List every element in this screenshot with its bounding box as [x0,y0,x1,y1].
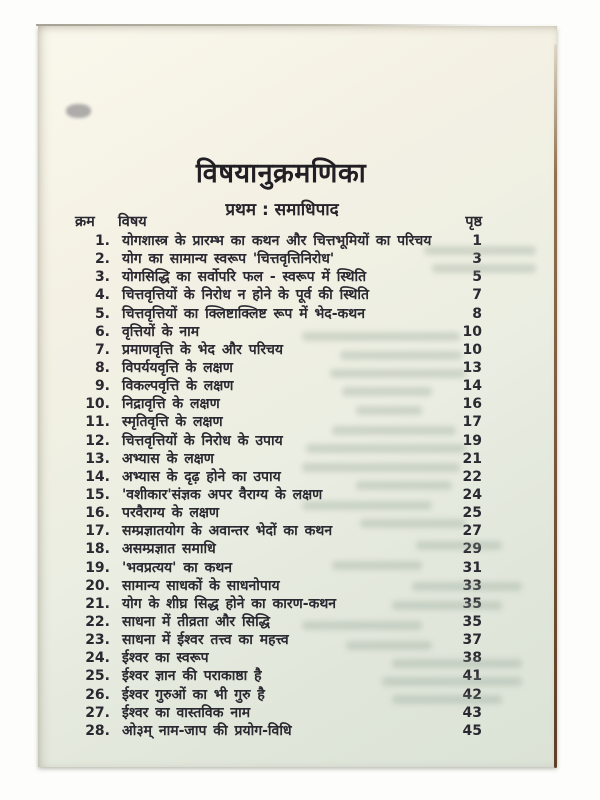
toc-row-number: 19. [85,559,110,576]
toc-row-title: असम्प्रज्ञात समाधि [122,541,216,558]
toc-row [38,286,482,304]
toc-row-title: ईश्वर ज्ञान की पराकाष्ठा है [122,668,262,685]
toc-row-number: 9. [94,378,110,395]
toc-row-number: 22. [85,613,110,630]
toc-row-page: 33 [462,577,482,594]
toc-row-page: 13 [462,359,482,376]
toc-row [38,250,482,268]
toc-row-title: विपर्ययवृत्ति के लक्षण [122,359,233,376]
toc-row-title: योगशास्त्र के प्रारम्भ का कथन और चित्तभूमियों का परिचय [122,233,432,249]
toc-row-title: अभ्यास के दृढ़ होने का उपाय [122,468,281,485]
toc-row-title: चित्तवृत्तियों के निरोध न होने के पूर्व की स्थिति [122,287,369,304]
toc-row-number: 8. [94,359,110,376]
column-header-serial: क्रम [75,214,95,230]
toc-row-number: 27. [85,704,110,721]
toc-row-number: 3. [94,269,110,286]
toc-row-number: 26. [85,686,110,703]
toc-row [38,722,482,740]
toc-row-page: 42 [462,686,482,703]
toc-row-title: 'भवप्रत्यय' का कथन [122,559,233,576]
bleed-through-mark [356,406,422,415]
toc-row-number: 5. [94,305,110,322]
toc-row-number: 13. [85,450,110,467]
toc-row-title: ओ३म् नाम-जाप की प्रयोग-विधि [122,722,292,739]
toc-row-page: 41 [462,668,482,685]
toc-row-title: योग के शीघ्र सिद्ध होने का कारण-कथन [122,595,337,612]
toc-row-page: 19 [462,432,482,449]
bleed-through-mark [432,264,536,273]
bleed-through-mark [342,387,432,396]
toc-row-page: 7 [472,287,482,304]
toc-row-page: 10 [462,341,482,358]
toc-row-page: 10 [462,323,482,340]
toc-row-title: ईश्वर गुरुओं का भी गुरु है [122,686,265,703]
toc-row-number: 20. [85,577,110,594]
bleed-through-mark [424,246,536,255]
toc-row [38,305,482,323]
toc-row-page: 38 [462,650,482,667]
toc-row-number: 1. [94,233,110,249]
toc-row-page: 22 [462,468,482,485]
toc-row-page: 17 [462,414,482,431]
toc-row-title: योगसिद्धि का सर्वोपरि फल - स्वरूप में स्थिति [122,269,367,286]
toc-row-page: 5 [472,269,482,286]
toc-row-page: 21 [462,450,482,467]
toc-row-number: 10. [85,396,110,413]
toc-row-title: 'वशीकार'संज्ञक अपर वैराग्य के लक्षण [122,486,323,503]
bleed-through-mark [302,621,422,630]
toc-row-number: 25. [85,668,110,685]
toc-row-number: 24. [85,650,110,667]
bleed-through-mark [356,481,452,490]
bleed-through-mark [416,541,502,550]
toc-row-title: प्रमाणवृत्ति के भेद और परिचय [122,341,284,358]
toc-row-title: साधना में ईश्वर तत्त्व का महत्त्व [122,632,289,649]
toc-row-page: 16 [462,396,482,413]
toc-row-title: चित्तवृत्तियों का क्लिष्टाक्लिष्ट रूप में भेद-कथन [122,305,365,322]
toc-row-number: 12. [85,432,110,449]
toc-column-headers [38,211,482,230]
toc-row-title: सामान्य साधकों के साधनोपाय [122,577,280,594]
column-header-page: पृष्ठ [465,214,482,230]
toc-row-page: 8 [472,305,482,322]
bleed-through-mark [302,463,460,472]
toc-row-title: विकल्पवृत्ति के लक्षण [122,378,234,395]
toc-row-page: 45 [462,722,482,739]
toc-row-title: ईश्वर का स्वरूप [122,650,209,667]
bleed-through-mark [306,444,466,453]
toc-row-page: 25 [462,505,482,522]
bleed-through-mark [412,582,522,591]
toc-row-title: ईश्वर का वास्तविक नाम [122,704,251,721]
bleed-through-mark [332,561,422,570]
toc-row-number: 21. [85,595,110,612]
toc-row-page: 43 [462,704,482,721]
toc-row-page: 35 [462,613,482,630]
bleed-through-mark [382,677,522,686]
bleed-through-mark [302,332,460,341]
page-title: विषयानुक्रमणिका [195,158,367,190]
toc-row-number: 17. [85,523,110,540]
book-page [38,26,557,767]
toc-row-page: 29 [462,541,482,558]
bleed-through-mark [346,641,432,650]
toc-row-title: योग का सामान्य स्वरूप 'चित्तवृत्तिनिरोध' [122,251,335,268]
toc-row-number: 2. [94,251,110,268]
toc-row-title: परवैराग्य के लक्षण [122,505,220,522]
toc-row-title: साधना में तीव्रता और सिद्धि [122,613,270,630]
bleed-through-mark [302,501,432,510]
bleed-through-mark [392,695,502,704]
chapter-subtitle: प्रथम : समाधिपाद [225,200,339,221]
toc-row-number: 28. [85,722,110,739]
bleed-through-mark [332,426,456,435]
toc-row-page: 35 [462,595,482,612]
toc-row-number: 7. [94,341,110,358]
column-header-subject: विषय [118,214,147,230]
toc-row-title: सम्प्रज्ञातयोग के अवान्तर भेदों का कथन [122,523,333,540]
toc-row-number: 18. [85,541,110,558]
toc-row-number: 16. [85,505,110,522]
toc-row [38,704,482,722]
toc-row-number: 11. [85,414,110,431]
toc-row [38,268,482,286]
toc-row-number: 15. [85,486,110,503]
toc-row-page: 14 [462,378,482,395]
page-right-edge [554,44,557,768]
toc-row-page: 27 [462,523,482,540]
bleed-through-mark [330,369,466,378]
toc-row-title: स्मृतिवृत्ति के लक्षण [122,414,223,431]
toc-row-title: अभ्यास के लक्षण [122,450,214,467]
toc-row-title: चित्तवृत्तियों के निरोध के उपाय [122,432,283,449]
toc-row-number: 6. [94,323,110,340]
toc-row-number: 4. [94,287,110,304]
toc-row-page: 1 [472,233,482,249]
toc-row-title: निद्रावृत्ति के लक्षण [122,396,220,413]
toc-row-page: 37 [462,632,482,649]
bleed-through-mark [360,519,466,528]
bleed-through-mark [340,351,462,360]
bleed-through-mark [392,601,502,610]
toc-row-number: 14. [85,468,110,485]
toc-row-page: 24 [462,486,482,503]
bleed-through-mark [392,659,522,668]
toc-row-number: 23. [85,632,110,649]
toc-row-title: वृत्तियों के नाम [122,323,200,340]
ink-smudge [66,104,91,118]
toc-row [38,232,482,250]
toc-row-page: 3 [472,251,482,268]
toc-row-page: 31 [462,559,482,576]
